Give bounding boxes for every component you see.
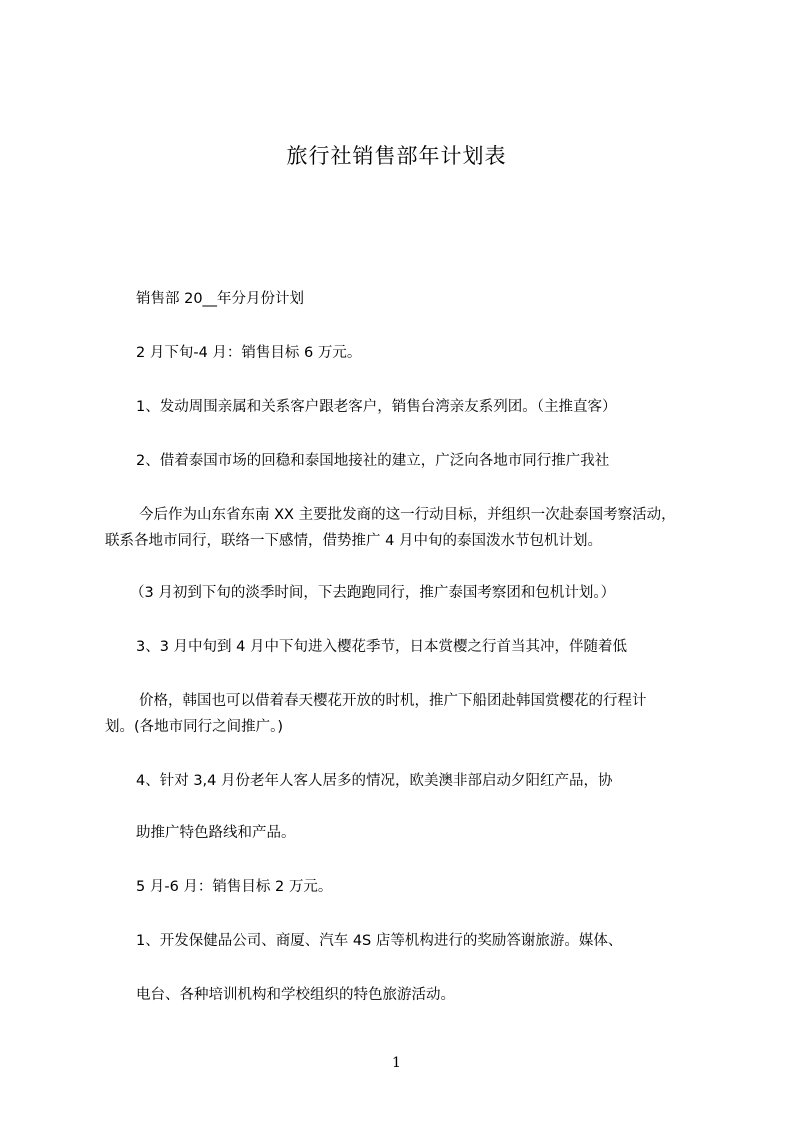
paragraph-line: 今后作为山东省东南 XX 主要批发商的这一行动目标，并组织一次赴泰国考察活动， (139, 507, 676, 523)
paragraph-line: 1、开发保健品公司、商厦、汽车 4S 店等机构进行的奖励答谢旅游。媒体、 (136, 933, 623, 949)
paragraph-line: 电台、各种培训机构和学校组织的特色旅游活动。 (136, 987, 455, 1003)
paragraph-line: 划。(各地市同行之间推广。) (105, 719, 284, 735)
paragraph-line: 2、借着泰国市场的回稳和泰国地接社的建立，广泛向各地市同行推广我社 (136, 453, 610, 469)
paragraph-line: 4、针对 3,4 月份老年人客人居多的情况，欧美澳非部启动夕阳红产品，协 (136, 773, 613, 789)
paragraph-line: 价格，韩国也可以借着春天樱花开放的时机，推广下船团赴韩国赏樱花的行程计 (139, 693, 647, 709)
page-number: 1 (392, 1055, 401, 1071)
paragraph-line: 3、3 月中旬到 4 月中下旬进入樱花季节，日本赏樱之行首当其冲，伴随着低 (136, 639, 628, 655)
paragraph-line: 1、发动周围亲属和关系客户跟老客户，销售台湾亲友系列团。（主推直客） (136, 399, 617, 415)
paragraph-line: （3 月初到下旬的淡季时间，下去跑跑同行，推广泰国考察团和包机计划。） (130, 585, 616, 601)
paragraph-line: 5 月-6 月：销售目标 2 万元。 (136, 879, 333, 895)
paragraph-line: 2 月下旬-4 月：销售目标 6 万元。 (136, 345, 362, 361)
paragraph-line: 联系各地市同行，联络一下感情，借势推广 4 月中旬的泰国泼水节包机计划。 (105, 533, 602, 549)
document-title: 旅行社销售部年计划表 (286, 144, 507, 168)
paragraph-line: 助推广特色路线和产品。 (136, 825, 296, 841)
paragraph-line: 销售部 20__年分月份计划 (136, 291, 305, 307)
